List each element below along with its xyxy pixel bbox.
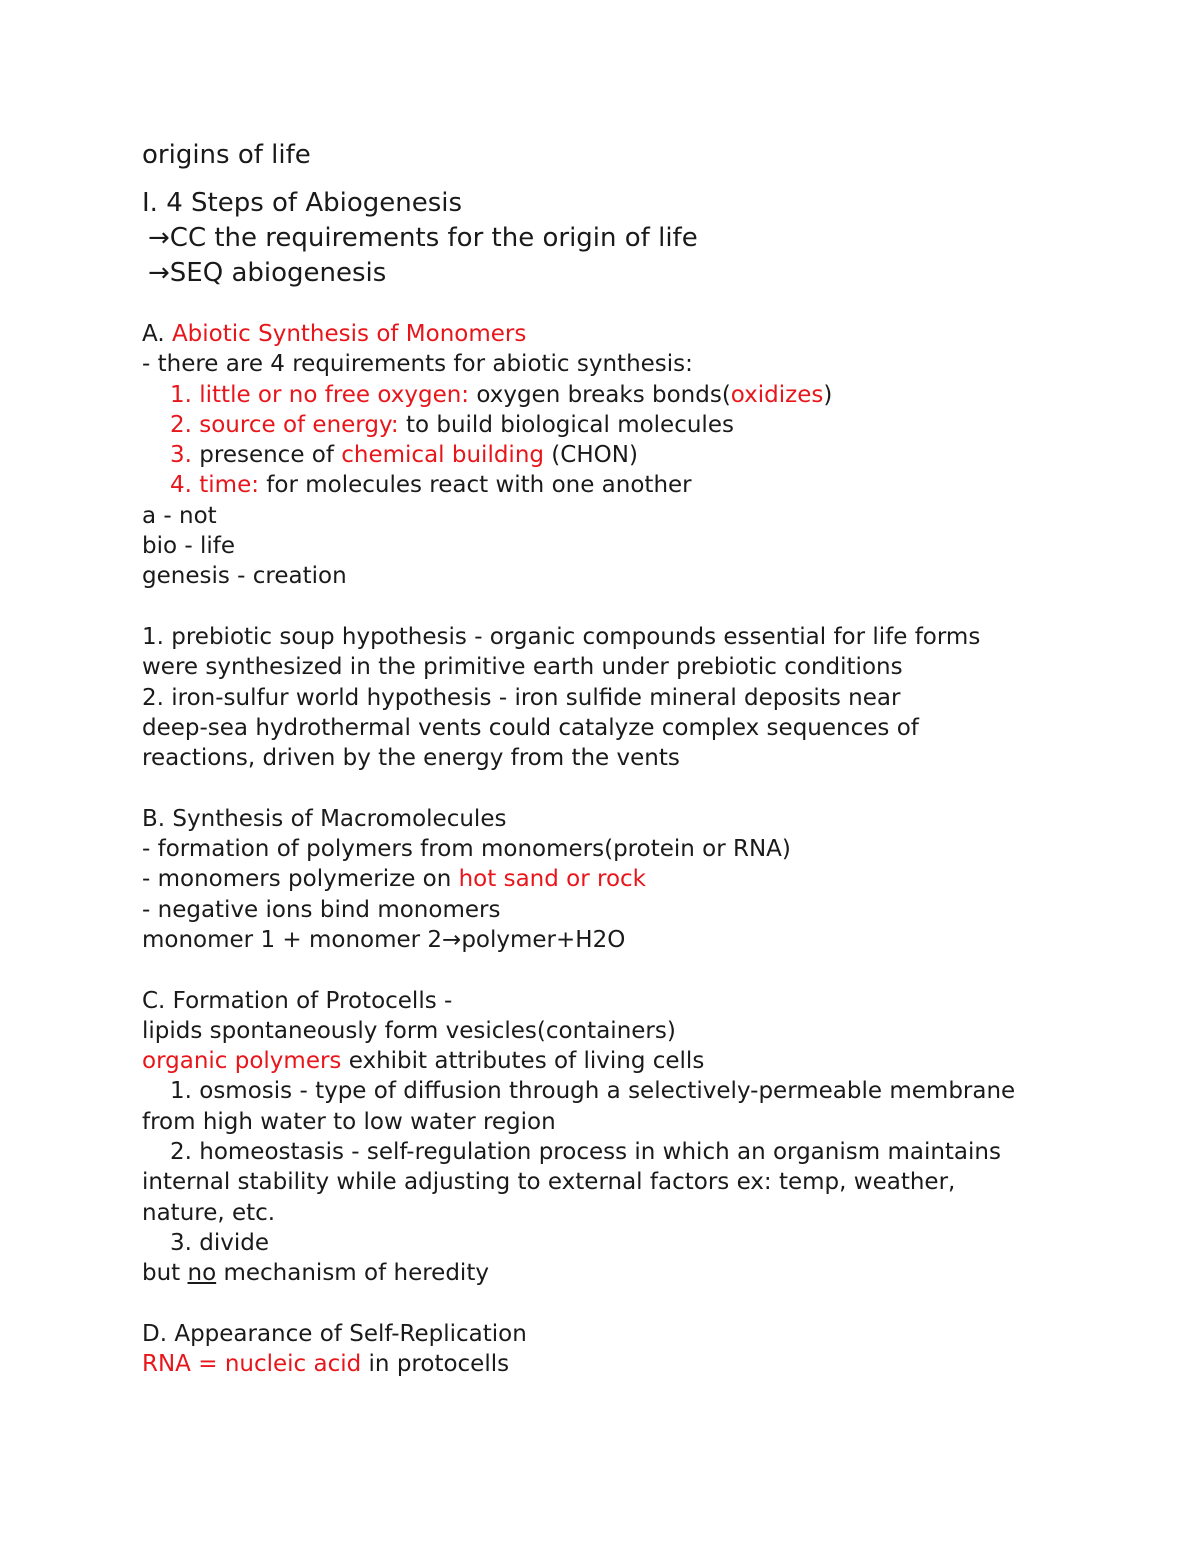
subsection-title-text: Abiotic Synthesis of Monomers (171, 321, 527, 347)
highlight-term: organic polymers (142, 1048, 342, 1075)
requirement-term: chemical building (341, 442, 544, 469)
requirement-text: to build biological molecules (398, 411, 734, 438)
spacer (142, 1289, 1102, 1319)
requirement-term: 2. source of energy: (170, 411, 399, 438)
document-title: origins of life (142, 140, 311, 170)
requirement-text: (CHON) (544, 442, 638, 469)
requirement-text: for molecules react with one another (258, 472, 692, 499)
spacer (142, 592, 1102, 622)
requirement-item (142, 440, 1102, 470)
text-span: mechanism of heredity (216, 1260, 489, 1287)
definition-line: genesis - creation (142, 563, 347, 590)
requirement-item (142, 410, 1102, 440)
definition-line: a - not (142, 502, 217, 529)
hypothesis-line: 1. prebiotic soup hypothesis - organic compounds essential for life forms (142, 623, 981, 650)
subsection-d-title: D. Appearance of Self-Replication (142, 1320, 527, 1347)
requirement-text: oxygen breaks bonds( (469, 381, 731, 408)
text-line: lipids spontaneously form vesicles(containers) (142, 1017, 676, 1044)
attribute-item: 1. osmosis - type of diffusion through a selectively-permeable membrane (170, 1078, 1016, 1105)
attribute-item: 2. homeostasis - self-regulation process in which an organism maintains (170, 1139, 1001, 1166)
subsection-a-title (142, 319, 1102, 349)
attribute-continuation: nature, etc. (142, 1199, 276, 1226)
hypothesis-line: deep-sea hydrothermal vents could catalyze complex sequences of (142, 714, 919, 741)
attribute-item: 3. divide (170, 1229, 269, 1256)
hypothesis-line: reactions, driven by the energy from the vents (142, 745, 680, 772)
text-line: - negative ions bind monomers (142, 896, 501, 923)
attribute-continuation: internal stability while adjusting to external factors ex: temp, weather, (142, 1169, 956, 1196)
definition-line: bio - life (142, 533, 236, 560)
text-line (142, 1046, 1102, 1076)
subsection-b-title: B. Synthesis of Macromolecules (142, 805, 507, 832)
text-span: - monomers polymerize on (142, 866, 459, 893)
requirement-term: 4. time: (170, 472, 259, 499)
underlined-word: no (187, 1260, 217, 1287)
requirement-term: 3. (170, 442, 192, 469)
section-heading: I. 4 Steps of Abiogenesis (142, 188, 463, 218)
text-line (142, 1349, 1102, 1379)
hypothesis-line: were synthesized in the primitive earth under prebiotic conditions (142, 654, 903, 681)
highlight-term: RNA = nucleic acid (142, 1351, 362, 1378)
subsection-letter: A. (142, 321, 172, 347)
requirement-term: 1. little or no free oxygen: (170, 381, 470, 408)
attribute-continuation: from high water to low water region (142, 1108, 556, 1135)
text-line: - formation of polymers from monomers(protein or RNA) (142, 836, 791, 863)
text-span: exhibit attributes of living cells (341, 1048, 705, 1075)
highlight-term: hot sand or rock (458, 866, 646, 893)
text-line (142, 1258, 1102, 1288)
subsection-c-title: C. Formation of Protocells - (142, 987, 453, 1014)
requirement-item (142, 470, 1102, 500)
text-span: but (142, 1260, 188, 1287)
equation-line: monomer 1 + monomer 2→polymer+H2O (142, 926, 626, 953)
hypothesis-line: 2. iron-sulfur world hypothesis - iron sulfide mineral deposits near (142, 684, 901, 711)
spacer (142, 955, 1102, 985)
spacer (142, 773, 1102, 803)
text-line (142, 864, 1102, 894)
requirement-text: ) (823, 381, 833, 408)
spacer (142, 291, 1102, 319)
requirement-item (142, 380, 1102, 410)
text-line: - there are 4 requirements for abiotic synthesis: (142, 351, 693, 378)
requirement-text: presence of (191, 442, 342, 469)
requirement-term: oxidizes (730, 381, 824, 408)
document-body (142, 138, 1102, 1379)
text-span: in protocells (361, 1351, 510, 1378)
objective-line: →CC the requirements for the origin of life (148, 223, 698, 253)
objective-line: →SEQ abiogenesis (148, 258, 387, 288)
